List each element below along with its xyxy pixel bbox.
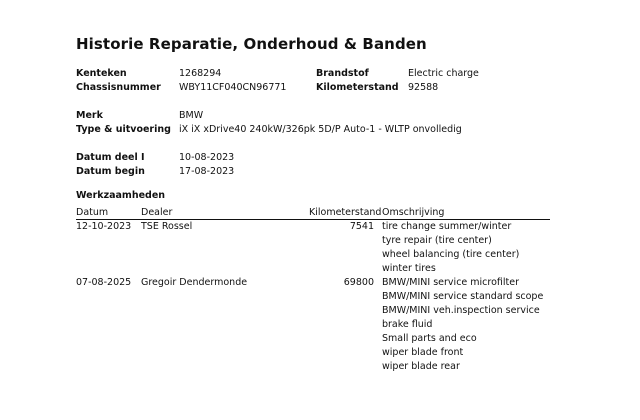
- omschrijving-line: winter tires: [382, 263, 436, 274]
- row-datum: 12-10-2023: [76, 221, 132, 232]
- omschrijving-line: tire change summer/winter: [382, 221, 512, 232]
- datum-deel1-label: Datum deel I: [76, 152, 145, 163]
- datum-begin-label: Datum begin: [76, 166, 145, 177]
- omschrijving-line: BMW/MINI veh.inspection service: [382, 305, 540, 316]
- omschrijving-line: Small parts and eco: [382, 333, 477, 344]
- header-dealer: Dealer: [141, 207, 173, 218]
- chassis-value: WBY11CF040CN96771: [179, 82, 287, 93]
- kenteken-label: Kenteken: [76, 68, 127, 79]
- datum-deel1-value: 10-08-2023: [179, 152, 235, 163]
- row-omschrijving: [382, 276, 543, 374]
- omschrijving-line: wiper blade rear: [382, 361, 460, 372]
- header-omschrijving: Omschrijving: [382, 207, 445, 218]
- type-label: Type & uitvoering: [76, 124, 171, 135]
- datum-begin-value: 17-08-2023: [179, 166, 235, 177]
- type-value: iX iX xDrive40 240kW/326pk 5D/P Auto-1 - WLTP onvolledig: [179, 124, 462, 135]
- row-datum: 07-08-2025: [76, 277, 132, 288]
- header-kilometerstand: Kilometerstand: [309, 207, 382, 218]
- kilometerstand-value: 92588: [408, 82, 439, 93]
- merk-label: Merk: [76, 110, 103, 121]
- brandstof-value: Electric charge: [408, 68, 479, 79]
- document: [76, 0, 550, 420]
- werkzaamheden-title: Werkzaamheden: [76, 190, 166, 201]
- row-kilometerstand: 69800: [343, 277, 374, 288]
- merk-value: BMW: [179, 110, 204, 121]
- row-kilometerstand: 7541: [349, 221, 374, 232]
- table-header: [76, 206, 550, 220]
- page-title: Historie Reparatie, Onderhoud & Banden: [76, 35, 427, 53]
- row-omschrijving: [382, 220, 519, 276]
- omschrijving-line: BMW/MINI service standard scope: [382, 291, 544, 302]
- omschrijving-line: BMW/MINI service microfilter: [382, 277, 520, 288]
- omschrijving-line: tyre repair (tire center): [382, 235, 492, 246]
- brandstof-label: Brandstof: [316, 68, 369, 79]
- kenteken-value: 1268294: [179, 68, 222, 79]
- row-dealer: TSE Rossel: [141, 221, 193, 232]
- kilometerstand-label: Kilometerstand: [316, 82, 399, 93]
- omschrijving-line: wiper blade front: [382, 347, 464, 358]
- chassis-label: Chassisnummer: [76, 82, 161, 93]
- row-dealer: Gregoir Dendermonde: [141, 277, 248, 288]
- header-datum: Datum: [76, 207, 109, 218]
- omschrijving-line: wheel balancing (tire center): [382, 249, 520, 260]
- omschrijving-line: brake fluid: [382, 319, 433, 330]
